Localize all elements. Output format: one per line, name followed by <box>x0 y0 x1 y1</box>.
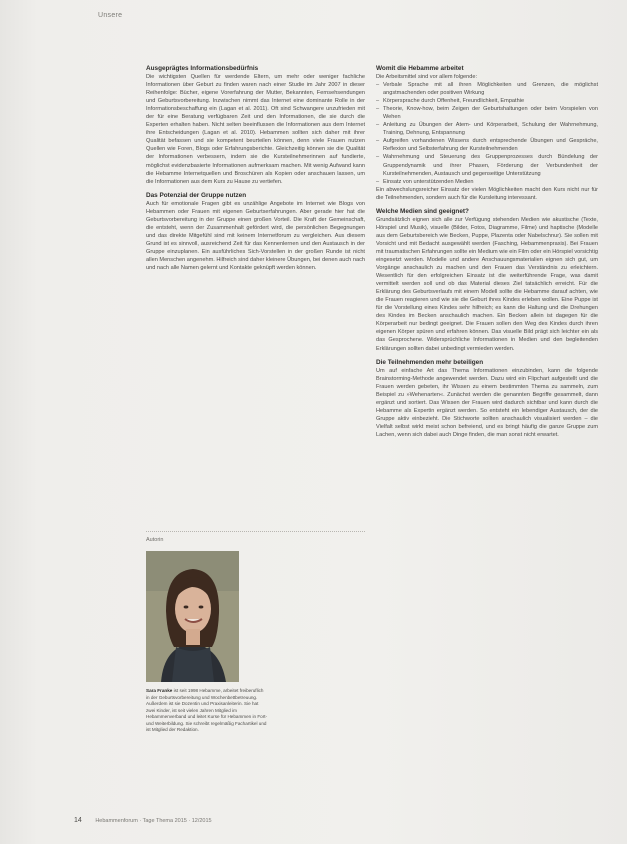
paragraph-information-need: Die wichtigsten Quellen für werdende Eltern, um mehr oder weniger fachliche Informationen über Geburt zu finden waren nach einer Studie im Jahr 2007 in dieser Reihenfolge: Bücher, eigene Vorerfahrung der Mutter, Bekannten, Fernsehsendungen und Geburtsvorbereitung. Inzwischen nimmt das Internet eine dominante Rolle in der Informationsbeschaffung ein (Lagan et al. 2011). Oft sind Schwangere unzufrieden mit der für eine Beratung verfügbaren Zeit und den Informationen, die sie durch die Experten erhalten haben. Nicht selten beeinflussen die Informationen aus dem Internet ihre Entscheidungen (Lagan et al. 2010). Hebammen sollten sich daher mit ihrer Qualität befassen und sie kompetent beurteilen können, denn viele Frauen nutzen Quellen wie Foren, Blogs oder Erfahrungsberichte. Gleichzeitig können sie die Qualität der Informationen verbessern, indem sie die Kursteilnehmerinnen auf fundierte, möglichst evidenzbasierte Informationen aufmerksam machen. Mit wenig Aufwand kann die Hebamme Internetquellen und Broschüren als Kopien oder anschauen lassen, um die Informationen aus dem Kurs zu Hause zu vertiefen. <box>146 74 365 185</box>
author-bio-text: ist seit 1998 Hebamme, arbeitet freiberuflich in der Geburtsvorbereitung und Wochenbettbetreuung. Außerdem ist sie Dozentin und Praxisanleiterin. Sie hat zwei Kinder, ist seit vielen Jahren Mitglied im Hebammenverband und leitet Kurse für Hebammen in Fort- und Weiterbildung. Sie schreibt regelmäßig Fachartikel und ist Mitglied der Redaktion. <box>146 688 268 732</box>
journal-info: Hebammenforum · Tage Thema 2015 · 12/2015 <box>95 818 212 824</box>
paragraph-variety: Ein abwechslungsreicher Einsatz der vielen Möglichkeiten macht den Kurs nicht nur für die Teilnehmenden, sondern auch für die Kursleitung interessant. <box>376 186 598 201</box>
list-item: – Theorie, Know-how, beim Zeigen der Geburtshaltungen oder beim Vorspielen von Wehen <box>376 105 598 121</box>
working-methods-intro: Die Arbeitsmittel sind vor allem folgende: <box>376 74 478 80</box>
author-label: Autorin <box>146 537 164 543</box>
section-header: Unsere <box>98 12 123 19</box>
author-divider <box>146 531 365 532</box>
heading-working-methods: Womit die Hebamme arbeitet <box>376 65 464 72</box>
author-bio <box>146 688 268 734</box>
left-column <box>146 64 365 272</box>
heading-suitable-media: Welche Medien sind geeignet? <box>376 207 469 215</box>
page-footer <box>74 817 212 824</box>
paragraph-involve-participants: Um auf einfache Art das Thema Informationen einzubinden, kann die folgende Brainstorming-Methode angewendet werden. Dazu wird ein Flipchart aufgestellt und die Frauen werden gebeten, ihr Wissen zu einem bestimmten Thema zu sammeln, zum Beispiel zu »Wehenarten«. Zunächst werden die genannten Begriffe gesammelt, dann ergänzt und sortiert. Das Wissen der Frauen wird dadurch sichtbar und kann durch die Hebamme als Expertin ergänzt werden. So entsteht ein lebendiger Austausch, der die Gruppe aktiv einbezieht. Die Stichworte sollten anschaulich visualisiert werden – die Vielfalt selbst wirkt meist schon befreiend, und es bringt häufig die ganze Gruppe zum Lachen, wenn sich dabei auch Dinge finden, die man sonst nicht erwartet. <box>376 367 598 438</box>
working-methods-list <box>376 81 598 186</box>
paragraph-suitable-media: Grundsätzlich eignen sich alle zur Verfügung stehenden Medien wie akustische (Texte, Hörspiel und Musik), visuelle (Bilder, Fotos, Diagramme, Filme) und haptische (Modelle aus dem Geburtsbereich wie Becken, Puppe, Plazenta oder Nabelschnur). Sie sollen mit Vorsicht und mit Bedacht ausgewählt werden (Fasching, Hebammenpraxis). Bei Frauen mit traumatischen Erfahrungen sollte ein Medium wie ein Film oder ein Hörspiel vorsichtig eingesetzt werden. Modelle und andere Anschauungsmaterialien eignen sich gut, um Vorgänge anschaulich zu machen und den Frauen das Verständnis zu erleichtern. Wesentlich für den erfolgreichen Einsatz ist die weiterführende Frage, was damit vermittelt werden soll und ob das Material dieses Ziel tatsächlich erreicht. Für die Erklärung des Geburtsverlaufs mit einem Modell sollte die Hebamme darauf achten, wie die Frauen reagieren und wie sie die Geburt ihres Kindes erleben wollen. Eine Puppe ist für die Vorstellung eines Kindes sehr hilfreich; es kann die Haltung und die Drehungen des Kindes im Becken anschaulich machen. Ein Becken allein ist dagegen für die Körperarbeit nur bedingt geeignet. Die Frauen sollen den Weg des Kindes durch ihren eigenen Körper spüren und erfahren können. Das visuelle Bild prägt sich leichter ein als das Gesprochene. Widersprüchliche Informationen in Medien und den begleitenden Erklärungen sollten dabei unbedingt vermieden werden. <box>376 216 598 352</box>
heading-involve-participants: Die Teilnehmenden mehr beteiligen <box>376 358 484 366</box>
paragraph-group-potential: Auch für emotionale Fragen gibt es unzählige Angebote im Internet wie Blogs von Hebammen oder Frauen mit eigenen Geburtserfahrungen. Aber gerade hier hat die Geburtsvorbereitung in der Gruppe einen großen Vorteil. Die Kraft der Gemeinschaft, die entsteht, wenn der Zusammenhalt gefördert wird, die persönlichen Begegnungen und das direkte Mitgefühl sind mit keinem Internetforum zu vergleichen. Aus diesem Grund ist es sinnvoll, ausreichend Zeit für das Kennenlernen und den Austausch in der Gruppe einzuplanen. Ein ausführliches Sich-Vorstellen in der großen Runde ist nicht allen Menschen angenehm. Hilfreich sind daher kleinere Übungen, bei denen auch nach und nach alle Namen gelernt und Kontakte geknüpft werden können. <box>146 200 365 272</box>
list-item: – Einsatz von unterstützenden Medien <box>376 178 598 186</box>
page-number: 14 <box>74 817 82 824</box>
author-name: Sara Franke <box>146 688 173 693</box>
list-item: – Wahrnehmung und Steuerung des Gruppenprozesses durch Bündelung der Gruppendynamik und ihrer Phasen, Förderung der Verbundenheit der Kursteilnehmenden, Austausch und gegenseitige Unterstützung <box>376 153 598 177</box>
heading-information-need: Ausgeprägtes Informationsbedürfnis <box>146 65 259 72</box>
author-photo <box>146 551 239 682</box>
heading-group-potential: Das Potenzial der Gruppe nutzen <box>146 191 247 199</box>
list-item: – Aufgreifen vorhandenen Wissens durch entsprechende Übungen und Gespräche, Reflexion und Selbsterfahrung der Kursteilnehmenden <box>376 137 598 153</box>
list-item: – Anleitung zu Übungen der Atem- und Körperarbeit, Schulung der Wahrnehmung, Training, Dehnung, Entspannung <box>376 121 598 137</box>
list-item: – Körpersprache durch Offenheit, Freundlichkeit, Empathie <box>376 97 598 105</box>
list-item: – Verbale Sprache mit all ihren Möglichkeiten und Grenzen, die möglichst angstmachenden oder positiven Wirkung <box>376 81 598 97</box>
right-column <box>376 64 598 439</box>
